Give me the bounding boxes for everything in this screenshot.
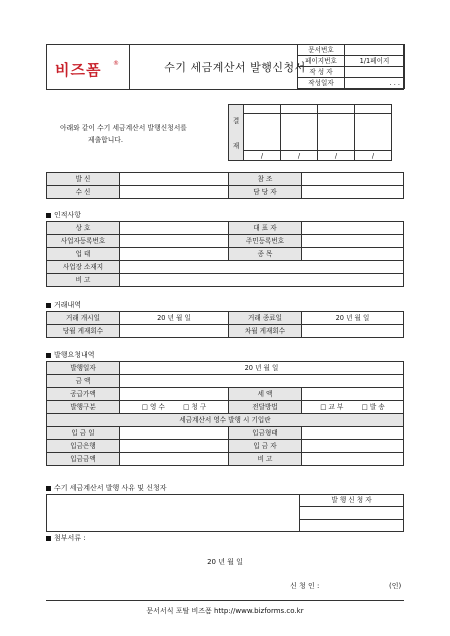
personal-table <box>46 221 404 287</box>
intro-text-line2: 제출합니다. <box>88 136 123 144</box>
section-transaction-label: 거래내역 <box>54 301 82 309</box>
reason-value[interactable] <box>47 495 300 532</box>
month-count-value[interactable] <box>120 325 229 338</box>
supply-amount-label: 공급가액 <box>47 388 120 401</box>
payment-date-label: 입 금 일 <box>47 427 120 440</box>
manager-label: 담 당 자 <box>229 186 302 199</box>
author-value[interactable] <box>345 67 405 78</box>
issue-date-label: 발행일자 <box>47 362 120 375</box>
author-label: 작 성 자 <box>298 67 345 78</box>
applicant-signature-label: 신 청 인 : <box>290 582 320 590</box>
approval-date-3[interactable]: / <box>318 151 355 161</box>
approval-title-2[interactable] <box>281 105 318 114</box>
delivery-method-label: 전달방법 <box>229 401 302 414</box>
footer-source[interactable]: 문서서식 포탈 비즈폼 http://www.bizforms.co.kr <box>146 607 304 615</box>
business-type-label: 업 태 <box>47 248 120 261</box>
payment-amount-value[interactable] <box>120 453 229 466</box>
business-type-value[interactable] <box>120 248 229 261</box>
written-date-value[interactable]: . . . <box>345 78 405 89</box>
approval-date-2[interactable]: / <box>281 151 318 161</box>
doc-no-value[interactable] <box>345 45 405 56</box>
section-reason-title <box>46 484 167 493</box>
intro-text-line1: 아래와 같이 수기 세금계산서 발행신청서를 <box>60 124 187 132</box>
supply-amount-value[interactable] <box>120 388 229 401</box>
end-date-label: 거래 종료일 <box>229 312 302 325</box>
payment-note-label: 비 고 <box>229 453 302 466</box>
transaction-table <box>46 311 404 338</box>
approval-sign-1[interactable] <box>244 114 281 151</box>
payment-note-value[interactable] <box>302 453 404 466</box>
payer-value[interactable] <box>302 440 404 453</box>
tax-amount-label: 세 액 <box>229 388 302 401</box>
section-reason-label: 수기 세금계산서 발행 사유 및 신청자 <box>54 484 167 492</box>
page-no-label: 페이지번호 <box>298 56 345 67</box>
business-item-value[interactable] <box>302 248 404 261</box>
start-date-label: 거래 개시일 <box>47 312 120 325</box>
approval-date-1[interactable]: / <box>244 151 281 161</box>
doc-no-label: 문서번호 <box>298 45 345 56</box>
approval-label-top: 결 <box>232 116 240 125</box>
section-attachments-title <box>46 534 86 543</box>
request-table <box>46 361 404 466</box>
square-bullet-icon <box>46 303 51 308</box>
section-request-title <box>46 351 95 360</box>
approval-sign-3[interactable] <box>318 114 355 151</box>
issue-type-label: 발행구분 <box>47 401 120 414</box>
footer-date[interactable]: 20 년 월 일 <box>207 558 243 566</box>
payer-label: 입 금 자 <box>229 440 302 453</box>
approval-sign-2[interactable] <box>281 114 318 151</box>
payment-type-label: 입금형태 <box>229 427 302 440</box>
ceo-value[interactable] <box>302 222 404 235</box>
next-month-count-value[interactable] <box>302 325 404 338</box>
footer-divider <box>46 600 404 601</box>
business-item-label: 종 목 <box>229 248 302 261</box>
next-month-count-label: 차월 게재회수 <box>229 325 302 338</box>
payment-amount-label: 입금금액 <box>47 453 120 466</box>
amount-value[interactable] <box>120 375 404 388</box>
document-title: 수기 세금계산서 발행신청서 <box>164 61 306 74</box>
applicant-row-1[interactable] <box>300 507 404 519</box>
payment-bank-label: 입금은행 <box>47 440 120 453</box>
business-no-value[interactable] <box>120 235 229 248</box>
approval-title-3[interactable] <box>318 105 355 114</box>
resident-no-value[interactable] <box>302 235 404 248</box>
section-personal-label: 인적사항 <box>54 211 82 219</box>
personal-note-label: 비 고 <box>47 274 120 287</box>
address-value[interactable] <box>120 261 404 274</box>
month-count-label: 당월 게재회수 <box>47 325 120 338</box>
applicant-header: 발 행 신 청 자 <box>300 495 404 507</box>
ref-value[interactable] <box>302 173 404 186</box>
section-attachments-label: 첨부서류 : <box>54 534 86 542</box>
section-transaction-title <box>46 301 81 310</box>
receiver-label: 수 신 <box>47 186 120 199</box>
delivery-method-options <box>302 401 404 414</box>
square-bullet-icon <box>46 486 51 491</box>
receipt-checkbox[interactable]: □ 영 수 <box>141 402 165 411</box>
seal-label: (인) <box>389 582 402 590</box>
start-date-value[interactable]: 20 년 월 일 <box>120 312 229 325</box>
logo-area <box>47 45 130 89</box>
end-date-value[interactable]: 20 년 월 일 <box>302 312 404 325</box>
approval-title-1[interactable] <box>244 105 281 114</box>
company-name-value[interactable] <box>120 222 229 235</box>
address-label: 사업장 소재지 <box>47 261 120 274</box>
issue-date-value[interactable]: 20 년 월 일 <box>120 362 404 375</box>
payment-date-value[interactable] <box>120 427 229 440</box>
approval-sign-4[interactable] <box>355 114 392 151</box>
manager-value[interactable] <box>302 186 404 199</box>
doc-meta-table <box>297 44 405 89</box>
logo: 비즈폼 <box>55 61 102 79</box>
applicant-row-2[interactable] <box>300 519 404 531</box>
company-name-label: 상 호 <box>47 222 120 235</box>
personal-note-value[interactable] <box>120 274 404 287</box>
business-no-label: 사업자등록번호 <box>47 235 120 248</box>
ceo-label: 대 표 자 <box>229 222 302 235</box>
receipt-section-header: 세금계산서 영수 발행 시 기입란 <box>47 414 404 427</box>
claim-checkbox[interactable]: □ 청 구 <box>183 402 207 411</box>
hand-delivery-checkbox[interactable]: □ 교 부 <box>320 402 344 411</box>
reason-table <box>46 494 404 532</box>
square-bullet-icon <box>46 353 51 358</box>
approval-label <box>229 105 244 161</box>
written-date-label: 작성일자 <box>298 78 345 89</box>
section-request-label: 발행요청내역 <box>54 351 95 359</box>
approval-title-4[interactable] <box>355 105 392 114</box>
sender-table <box>46 172 404 199</box>
ref-label: 참 조 <box>229 173 302 186</box>
approval-label-bottom: 재 <box>232 141 240 150</box>
logo-registered-mark: ® <box>113 60 119 67</box>
square-bullet-icon <box>46 213 51 218</box>
approval-table <box>228 104 392 161</box>
resident-no-label: 주민등록번호 <box>229 235 302 248</box>
square-bullet-icon <box>46 536 51 541</box>
page-no-value[interactable]: 1/1페이지 <box>345 56 405 67</box>
mail-delivery-checkbox[interactable]: □ 발 송 <box>361 402 385 411</box>
amount-label: 금 액 <box>47 375 120 388</box>
payment-bank-value[interactable] <box>120 440 229 453</box>
receiver-value[interactable] <box>120 186 229 199</box>
tax-amount-value[interactable] <box>302 388 404 401</box>
issue-type-options <box>120 401 229 414</box>
approval-date-4[interactable]: / <box>355 151 392 161</box>
sender-label: 발 신 <box>47 173 120 186</box>
sender-value[interactable] <box>120 173 229 186</box>
section-personal-title <box>46 211 81 220</box>
header-box <box>46 44 404 90</box>
payment-type-value[interactable] <box>302 427 404 440</box>
